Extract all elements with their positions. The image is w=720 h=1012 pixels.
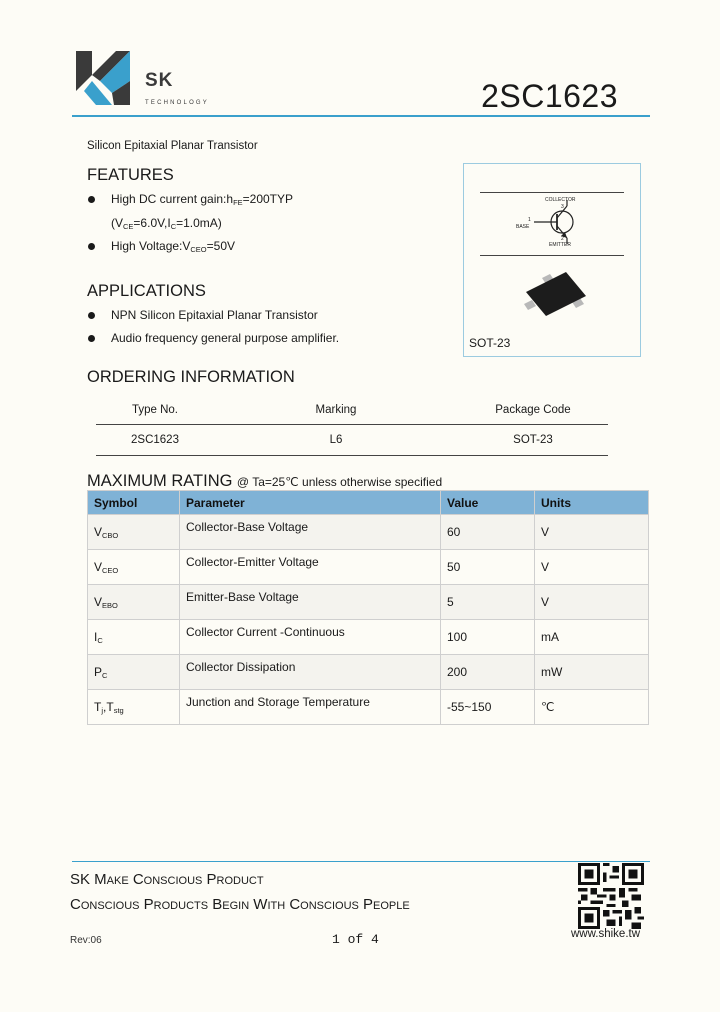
table-row: [88, 515, 649, 550]
cell-symbol: $V_{CEO}$: [88, 550, 180, 585]
cell-symbol: $V_{CBO}$: [88, 515, 180, 550]
col-package-code: Package Code: [458, 396, 608, 425]
cell-parameter: Collector Dissipation: [180, 655, 441, 690]
page-number: 1 of 4: [332, 932, 379, 947]
rating-heading: [87, 472, 442, 491]
cell-parameter: Emitter-Base Voltage: [180, 585, 441, 620]
cell-type-no: 2SC1623: [96, 425, 214, 456]
diagram-bottom-rule: [480, 255, 624, 256]
cell-value: -55~150: [441, 690, 535, 725]
cell-package: SOT-23: [458, 425, 608, 456]
cell-unit: mW: [535, 655, 649, 690]
bullet-icon: [88, 312, 95, 319]
table-row: [88, 620, 649, 655]
table-row: [88, 690, 649, 725]
feature-item-gain: [0, 192, 293, 207]
cell-marking: L6: [214, 425, 458, 456]
cell-value: 50: [441, 550, 535, 585]
col-symbol: Symbol: [88, 491, 180, 515]
cell-parameter: Collector Current -Continuous: [180, 620, 441, 655]
rating-table: [87, 490, 649, 725]
part-number-title: 2SC1623: [481, 78, 618, 114]
features-heading: FEATURES: [87, 166, 174, 184]
cell-parameter: Collector-Emitter Voltage: [180, 550, 441, 585]
cell-value: 60: [441, 515, 535, 550]
cell-symbol: $T_j,T_{stg}$: [88, 690, 180, 725]
brand-subtitle: TECHNOLOGY: [145, 100, 210, 106]
base-label: BASE: [516, 224, 530, 230]
col-type-no: Type No.: [96, 396, 214, 425]
cell-symbol: $I_C$: [88, 620, 180, 655]
cell-unit: V: [535, 585, 649, 620]
cell-unit: ℃: [535, 690, 649, 725]
package-label: SOT-23: [469, 336, 511, 350]
col-marking: Marking: [214, 396, 458, 425]
col-value: Value: [441, 491, 535, 515]
ordering-table: [96, 396, 608, 456]
diagram-top-rule: [480, 192, 624, 193]
table-row: [88, 585, 649, 620]
col-units: Units: [535, 491, 649, 515]
revision-label: Rev:06: [70, 935, 102, 946]
device-subtitle: Silicon Epitaxial Planar Transistor: [87, 140, 258, 152]
qr-code-icon: [578, 863, 644, 929]
sk-logo-icon: [72, 47, 134, 109]
table-row: [96, 425, 608, 456]
footer-slogan-1: SK Make Conscious Product: [70, 871, 264, 888]
cell-symbol: $V_{EBO}$: [88, 585, 180, 620]
website-link[interactable]: www.shike.tw: [571, 928, 641, 940]
cell-unit: V: [535, 550, 649, 585]
bullet-icon: [88, 335, 95, 342]
bullet-icon: [88, 243, 95, 250]
rating-header-row: [88, 491, 649, 515]
footer-divider: [72, 861, 650, 862]
feature-gain-text: High DC current $gain:h_{FE}=200TYP$: [111, 192, 294, 207]
feature-item-voltage: [0, 239, 235, 254]
cell-unit: V: [535, 515, 649, 550]
application-item: [0, 308, 318, 322]
package-diagram-box: [463, 163, 641, 357]
pin1-label: 1: [528, 217, 531, 223]
col-parameter: Parameter: [180, 491, 441, 515]
ordering-header-row: [96, 396, 608, 425]
cell-parameter: Junction and Storage Temperature: [180, 690, 441, 725]
collector-label: COLLECTOR: [545, 197, 576, 203]
cell-value: 100: [441, 620, 535, 655]
table-row: [88, 655, 649, 690]
feature-voltage-text: High $Voltage:V_{CEO}=50V$: [111, 239, 236, 254]
table-row: [88, 550, 649, 585]
pin2-label: 2: [561, 236, 564, 242]
emitter-label: EMITTER: [549, 242, 571, 248]
application-text: Audio frequency general purpose amplifier.: [111, 331, 340, 345]
cell-unit: mA: [535, 620, 649, 655]
header-divider: [72, 115, 650, 117]
cell-value: 5: [441, 585, 535, 620]
feature-gain-condition: $(V_{CE}=6.0V,I_C=1.0mA)$: [111, 216, 222, 231]
bullet-icon: [88, 196, 95, 203]
footer-slogan-2: Conscious Products Begin With Conscious People: [70, 896, 410, 913]
rating-condition: @ Ta=25℃ unless otherwise specified: [236, 475, 443, 489]
cell-value: 200: [441, 655, 535, 690]
cell-symbol: $P_C$: [88, 655, 180, 690]
applications-heading: APPLICATIONS: [87, 282, 206, 300]
pin3-label: 3: [561, 204, 564, 210]
sot23-package-icon: [514, 268, 594, 328]
application-text: NPN Silicon Epitaxial Planar Transistor: [111, 308, 318, 322]
application-item: [0, 331, 339, 345]
rating-heading-text: MAXIMUM RATING: [87, 472, 233, 490]
ordering-heading: ORDERING INFORMATION: [87, 368, 295, 386]
cell-parameter: Collector-Base Voltage: [180, 515, 441, 550]
brand-name: SK: [145, 70, 174, 91]
